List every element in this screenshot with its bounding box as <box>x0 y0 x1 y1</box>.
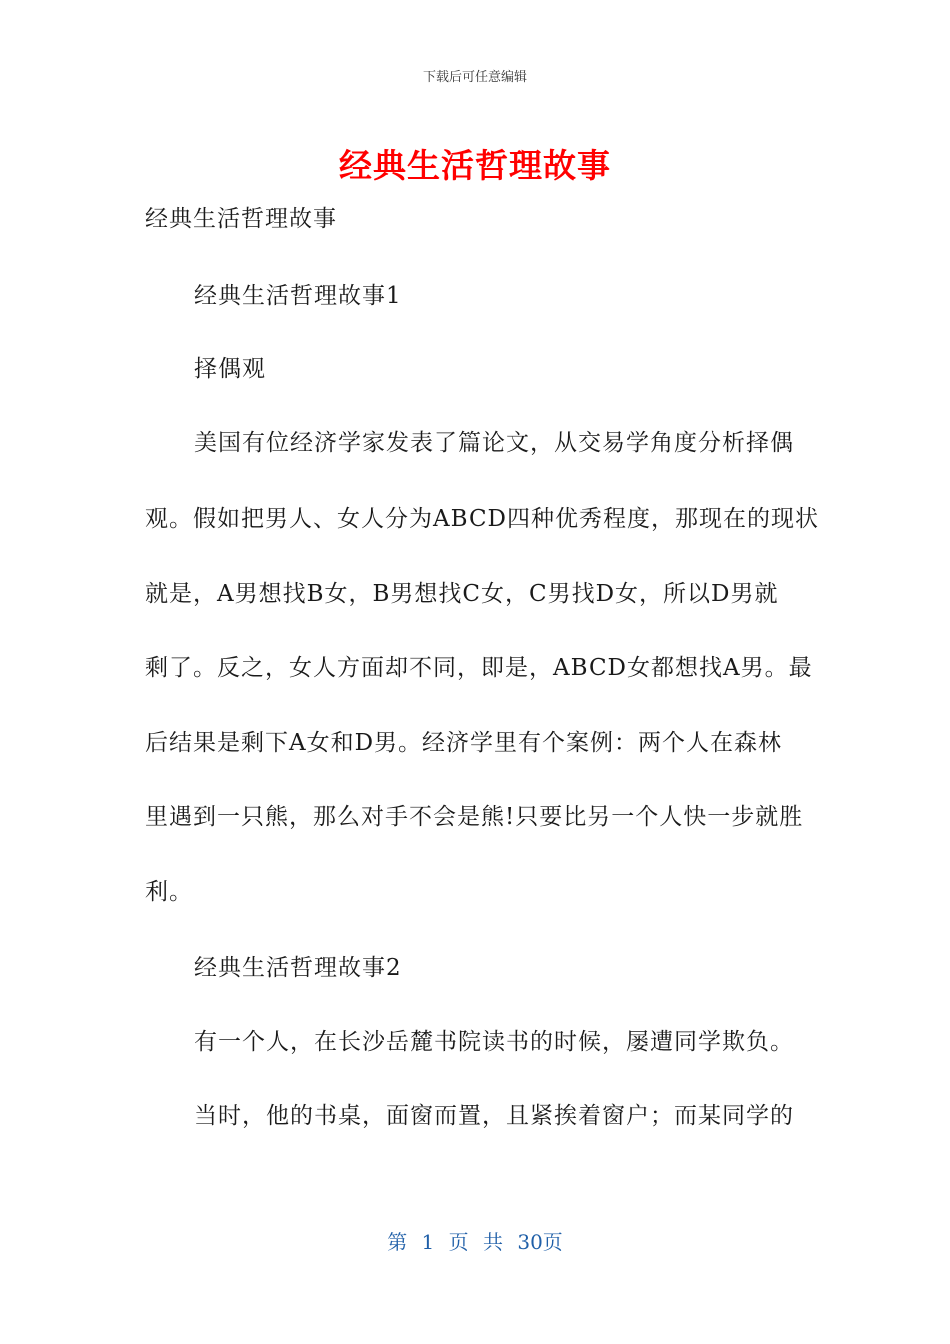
paragraph-line: 观。假如把男人、女人分为ABCD四种优秀程度，那现在的现状 <box>145 506 819 532</box>
paragraph-line: 有一个人，在长沙岳麓书院读书的时候，屡遭同学欺负。 <box>194 1029 794 1055</box>
paragraph-line: 后结果是剩下A女和D男。经济学里有个案例：两个人在森林 <box>145 730 783 756</box>
paragraph-line: 剩了。反之，女人方面却不同，即是，ABCD女都想找A男。最 <box>145 655 813 681</box>
paragraph-line: 美国有位经济学家发表了篇论文，从交易学角度分析择偶 <box>194 430 794 456</box>
section-heading: 经典生活哲理故事 <box>145 206 337 232</box>
paragraph-line: 当时，他的书桌，面窗而置，且紧挨着窗户；而某同学的 <box>194 1103 794 1129</box>
paragraph-line: 里遇到一只熊，那么对手不会是熊!只要比另一个人快一步就胜 <box>145 804 804 830</box>
story-heading-2: 经典生活哲理故事2 <box>194 955 402 981</box>
story-heading-1: 经典生活哲理故事1 <box>194 283 402 309</box>
page-footer: 第 1 页 共 30页 <box>387 1230 563 1254</box>
header-note: 下载后可任意编辑 <box>422 70 527 85</box>
paragraph-line: 利。 <box>145 879 193 905</box>
story-subtitle: 择偶观 <box>194 356 266 382</box>
paragraph-line: 就是，A男想找B女，B男想找C女，C男找D女，所以D男就 <box>145 581 779 607</box>
document-title: 经典生活哲理故事 <box>339 146 611 185</box>
